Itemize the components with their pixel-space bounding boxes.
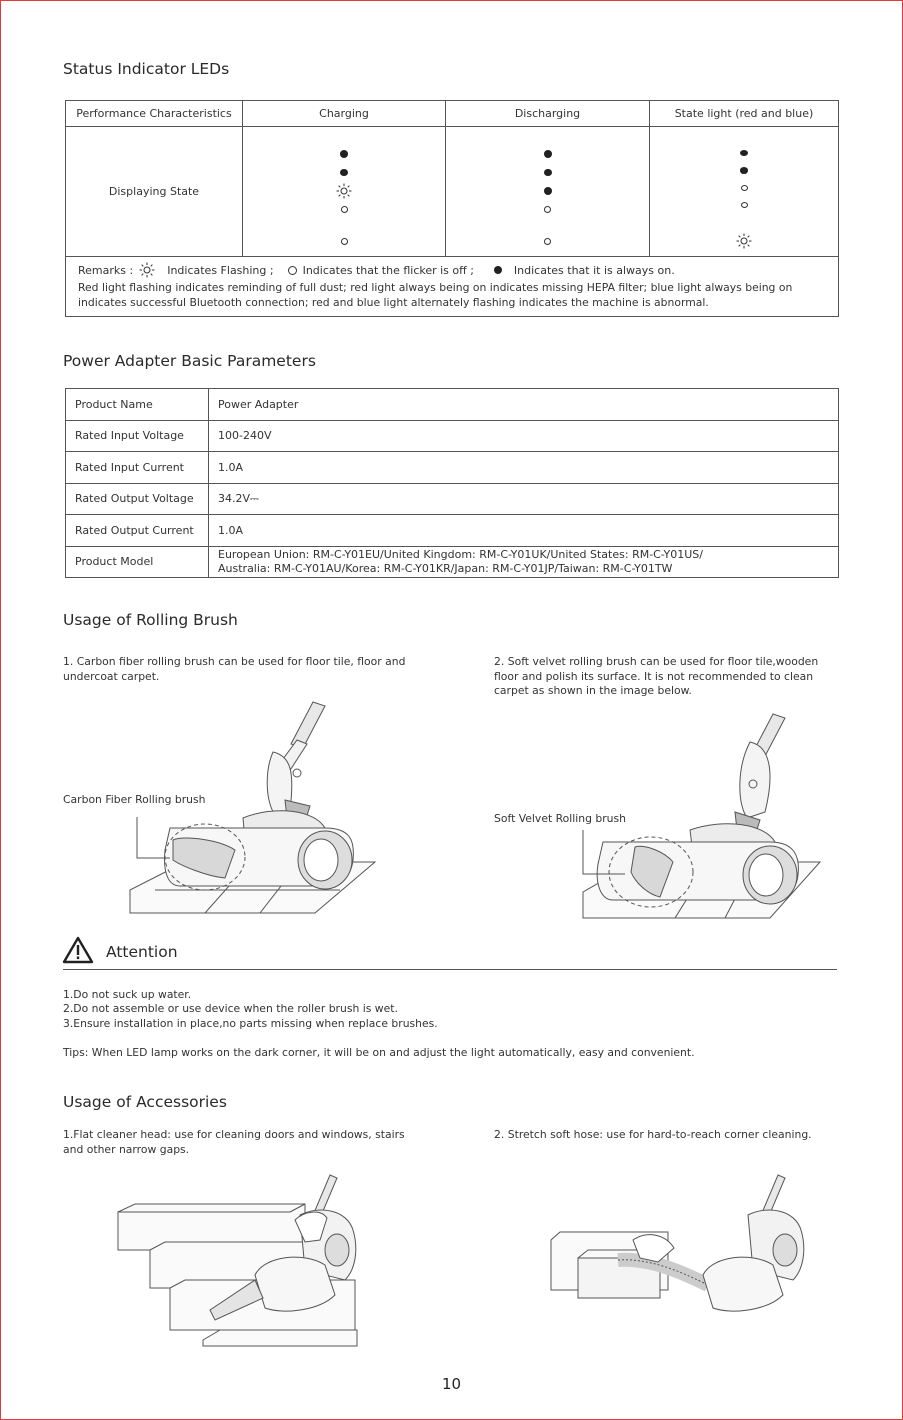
table-row: [66, 546, 839, 578]
accessories-right-text: 2. Stretch soft hose: use for hard-to-reach corner cleaning.: [494, 1128, 812, 1141]
led-off-icon: [544, 238, 551, 245]
rolling-brush-left-text: 1. Carbon fiber rolling brush can be used for floor tile, floor and undercoat carpet.: [63, 655, 406, 683]
flashing-led-icon: [139, 262, 155, 278]
pa-key: Product Name: [66, 389, 209, 421]
pa-key: Rated Input Voltage: [66, 420, 209, 452]
accessories-left-text: 1.Flat cleaner head: use for cleaning doors and windows, stairs and other narrow gaps.: [63, 1128, 405, 1156]
led-off-icon: [544, 206, 551, 213]
led-off-icon: [741, 185, 748, 191]
pa-value: Power Adapter: [209, 389, 839, 421]
flashing-led-icon: [736, 233, 752, 249]
soft-velvet-callout: Soft Velvet Rolling brush: [494, 812, 626, 825]
attention-divider: [63, 969, 837, 970]
pa-key: Rated Output Voltage: [66, 483, 209, 515]
remarks-text: Red light flashing indicates reminding of full dust; red light always being on indicates missing HEPA filter; blue light always being on indicates successful Bluetooth connection; red and blue light alternately flashing indicates the machine is abnormal.: [78, 281, 793, 309]
pa-value: 1.0A: [209, 452, 839, 484]
remarks-on: Indicates that it is always on.: [513, 263, 675, 277]
flat-head-illustration: [115, 1170, 375, 1350]
section-title-status-leds: Status Indicator LEDs: [63, 60, 230, 78]
led-col-discharging: [446, 127, 650, 257]
table-row: [66, 389, 839, 421]
led-off-icon: [341, 238, 348, 245]
section-title-accessories: Usage of Accessories: [63, 1093, 227, 1111]
led-on-icon: [740, 167, 748, 173]
table-row: [66, 452, 839, 484]
power-adapter-table: [65, 388, 839, 578]
attention-item: 3.Ensure installation in place,no parts missing when replace brushes.: [63, 1017, 438, 1030]
attention-item: 1.Do not suck up water.: [63, 988, 192, 1001]
page-number: 10: [441, 1375, 462, 1393]
led-header-charging: Charging: [243, 101, 446, 127]
led-header-performance: Performance Characteristics: [66, 101, 243, 127]
model-line-2: Australia: RM-C-Y01AU/Korea: RM-C-Y01KR/Japan: RM-C-Y01JP/Taiwan: RM-C-Y01TW: [218, 561, 673, 575]
section-title-rolling-brush: Usage of Rolling Brush: [63, 611, 238, 629]
led-off-icon: [288, 266, 297, 275]
led-header-discharging: Discharging: [446, 101, 650, 127]
pa-value: 1.0A: [209, 515, 839, 547]
tips-text: Tips: When LED lamp works on the dark corner, it will be on and adjust the light automatically, easy and convenient.: [63, 1046, 695, 1059]
led-table: [65, 100, 839, 257]
pa-key: Rated Input Current: [66, 452, 209, 484]
led-on-icon: [544, 187, 552, 195]
warning-icon: [62, 936, 94, 968]
table-row: [66, 483, 839, 515]
pa-value-model: [209, 546, 839, 578]
led-col-state-light: [650, 127, 839, 257]
model-line-1: European Union: RM-C-Y01EU/United Kingdom: RM-C-Y01UK/United States: RM-C-Y01US/: [218, 547, 703, 561]
section-title-attention: Attention: [106, 943, 178, 961]
led-on-icon: [340, 169, 348, 177]
led-on-icon: [544, 150, 552, 158]
remarks-label: Remarks :: [78, 263, 134, 277]
hose-illustration: [548, 1170, 823, 1320]
led-row-label: Displaying State: [66, 127, 243, 257]
pa-key: Rated Output Current: [66, 515, 209, 547]
led-col-charging: [243, 127, 446, 257]
table-row: [66, 420, 839, 452]
attention-item: 2.Do not assemble or use device when the roller brush is wet.: [63, 1002, 398, 1015]
pa-value: 34.2V⎓: [209, 483, 839, 515]
led-on-icon: [340, 150, 348, 158]
led-on-icon: [494, 266, 502, 274]
remarks-flashing: Indicates Flashing ;: [167, 263, 274, 277]
velvet-brush-illustration: [565, 712, 825, 927]
rolling-brush-right-text: 2. Soft velvet rolling brush can be used for floor tile,wooden floor and polish its surface. It is not recommended to clean carpet as shown in the image below.: [494, 655, 819, 697]
table-row: [66, 515, 839, 547]
flashing-led-icon: [336, 183, 352, 199]
led-off-icon: [741, 202, 748, 208]
remarks-box: [65, 256, 839, 317]
carbon-fiber-callout: Carbon Fiber Rolling brush: [63, 793, 206, 806]
led-header-state-light: State light (red and blue): [650, 101, 839, 127]
remarks-off: Indicates that the flicker is off ;: [302, 263, 474, 277]
led-on-icon: [544, 169, 552, 177]
pa-value: 100-240V: [209, 420, 839, 452]
led-off-icon: [341, 206, 348, 213]
section-title-power-adapter: Power Adapter Basic Parameters: [63, 352, 316, 370]
pa-key: Product Model: [66, 546, 209, 578]
carbon-brush-illustration: [125, 700, 385, 920]
led-on-icon: [740, 150, 748, 156]
